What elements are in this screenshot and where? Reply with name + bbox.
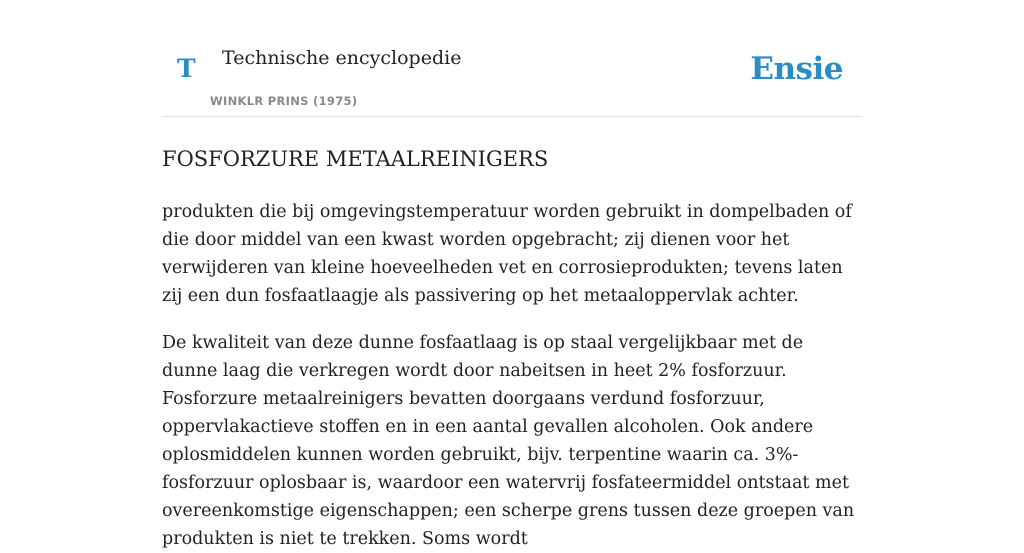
ensie-brand-link[interactable]: Ensie — [750, 51, 843, 87]
content-column — [162, 0, 862, 553]
book-title[interactable]: Technische encyclopedie — [222, 47, 462, 69]
book-logo-link[interactable]: T — [177, 54, 196, 83]
article-title: FOSFORZURE METAALREINIGERS — [162, 147, 549, 171]
article-paragraph: produkten die bij omgevingstemperatuur worden gebruikt in dompelbaden of die door middel van een kwast worden opgebracht; zij dienen voor het verwijderen van kleine hoeveelheden vet en corrosieprodukten; tevens laten zij een dun fosfaatlaagje als passivering op het metaaloppervlak achter. — [162, 202, 852, 306]
book-source-label: WINKLR PRINS (1975) — [210, 94, 358, 108]
book-header — [162, 0, 862, 117]
article-paragraph: De kwaliteit van deze dunne fosfaatlaag is op staal vergelijkbaar met de dunne laag die verkregen wordt door nabeitsen in heet 2% fosforzuur. Fosforzure metaalreinigers bevatten doorgaans verdund fosforzuur, oppervlakactieve stoffen en in een aantal gevallen alcoholen. Ook andere oplosmiddelen kunnen worden gebruikt, bijv. terpentine waarin ca. 3%-fosforzuur oplosbaar is, waardoor een watervrij fosfateermiddel ontstaat met overeenkomstige eigenschappen; een scherpe grens tussen deze groepen van produkten is niet te trekken. Soms wordt — [162, 333, 855, 549]
